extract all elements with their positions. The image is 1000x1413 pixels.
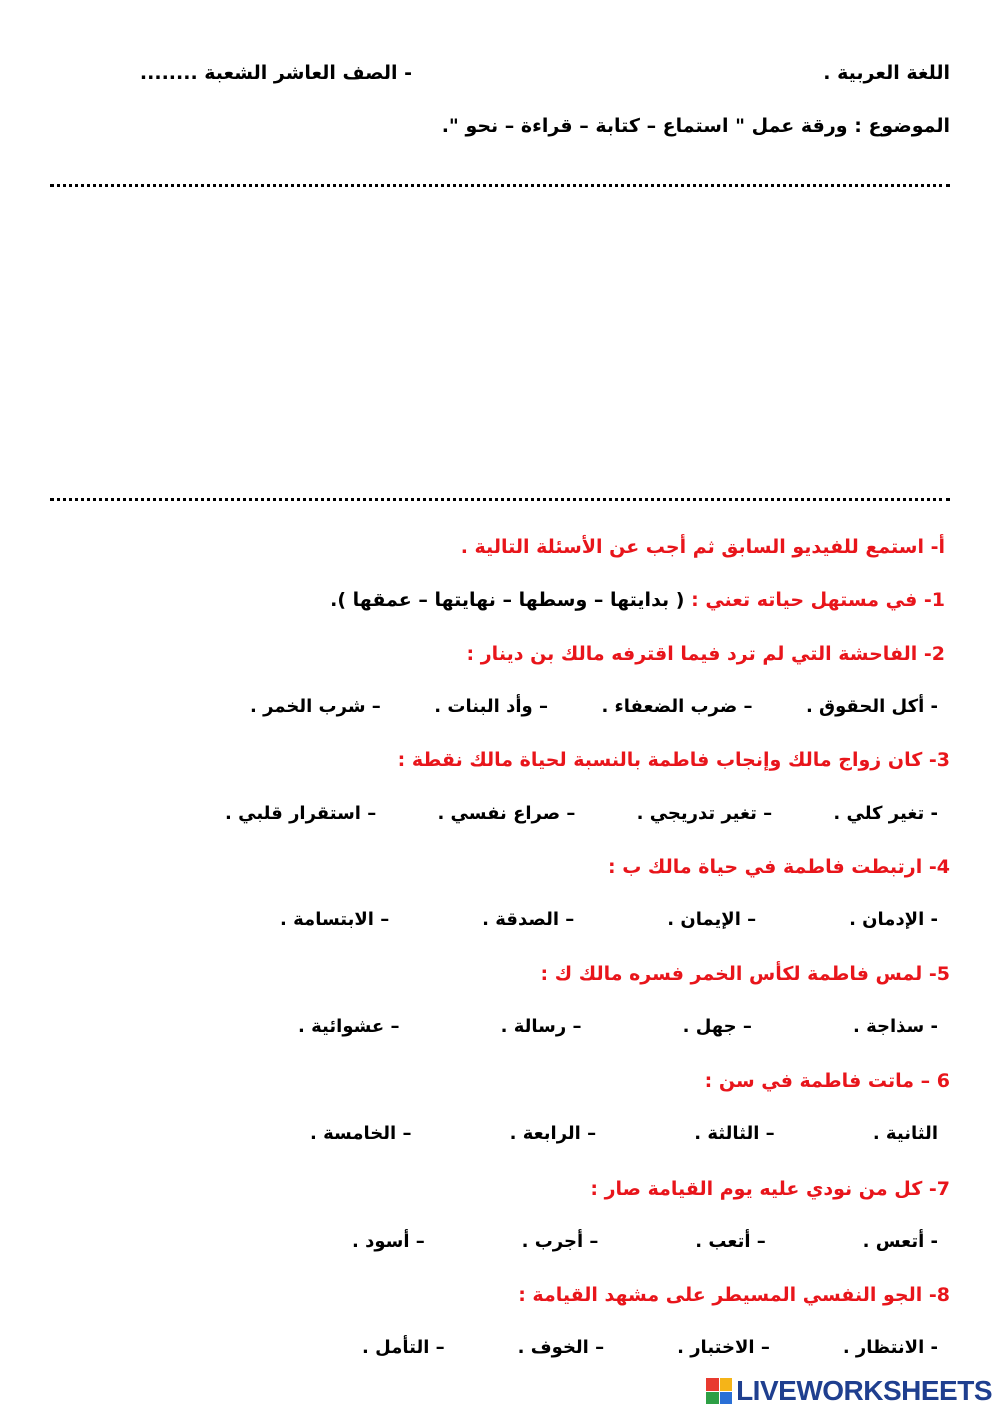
option[interactable]: - الانتظار . <box>842 1337 938 1358</box>
option[interactable]: – استقرار قلبي . <box>225 803 377 824</box>
option[interactable]: – أجرب . <box>521 1231 599 1252</box>
question-5-options <box>298 1018 938 1036</box>
brand-text: LIVEWORKSHEETS <box>736 1375 992 1406</box>
option[interactable]: - أتعس . <box>862 1231 938 1252</box>
option[interactable]: - سذاجة . <box>853 1016 938 1037</box>
option[interactable]: – الثالثة . <box>694 1123 775 1144</box>
option[interactable]: – أتعب . <box>695 1231 766 1252</box>
question-5: 5- لمس فاطمة لكأس الخمر فسره مالك ك : <box>540 963 950 985</box>
option[interactable]: – صراع نفسي . <box>437 803 576 824</box>
option[interactable]: – الابتسامة . <box>280 909 390 930</box>
question-1-answer: ( بدايتها – وسطها – نهايتها – عمقها ). <box>330 589 685 611</box>
option[interactable]: – شرب الخمر . <box>250 696 381 717</box>
option[interactable]: – جهل . <box>682 1016 752 1037</box>
top-divider <box>50 184 950 187</box>
option[interactable]: – الخوف . <box>517 1337 605 1358</box>
option[interactable]: الثانية . <box>872 1123 938 1144</box>
question-4: 4- ارتبطت فاطمة في حياة مالك ب : <box>608 856 950 878</box>
question-4-options <box>280 911 938 929</box>
question-7: 7- كل من نودي عليه يوم القيامة صار : <box>590 1178 950 1200</box>
section-title: أ- استمع للفيديو السابق ثم أجب عن الأسئلة التالية . <box>460 536 945 558</box>
question-6-options <box>310 1125 938 1143</box>
option[interactable]: - تغير كلي . <box>833 803 938 824</box>
question-3-options <box>225 805 938 823</box>
option[interactable]: – عشوائية . <box>298 1016 400 1037</box>
option[interactable]: – الاختبار . <box>677 1337 770 1358</box>
option[interactable]: - الإدمان . <box>849 909 938 930</box>
question-1 <box>330 591 945 610</box>
option[interactable]: – تغير تدريجي . <box>636 803 773 824</box>
question-2: 2- الفاحشة التي لم ترد فيما اقترفه مالك بن دينار : <box>466 643 945 665</box>
subject-label: اللغة العربية . <box>823 62 950 84</box>
question-8: 8- الجو النفسي المسيطر على مشهد القيامة : <box>518 1284 950 1306</box>
option[interactable]: – الإيمان . <box>667 909 757 930</box>
topic-label: الموضوع : ورقة عمل " استماع – كتابة – قراءة – نحو ". <box>441 115 950 137</box>
option[interactable]: - أكل الحقوق . <box>805 696 938 717</box>
question-2-options <box>250 698 938 716</box>
option[interactable]: – ضرب الضعفاء . <box>601 696 753 717</box>
question-6: 6 – ماتت فاطمة في سن : <box>704 1070 950 1092</box>
option[interactable]: – الخامسة . <box>310 1123 412 1144</box>
question-7-options <box>352 1233 938 1251</box>
liveworksheets-brand[interactable] <box>706 1375 992 1407</box>
option[interactable]: – رسالة . <box>500 1016 582 1037</box>
question-1-text: 1- في مستهل حياته تعني : <box>691 589 945 611</box>
liveworksheets-logo-icon <box>706 1378 732 1404</box>
option[interactable]: – الصدقة . <box>482 909 575 930</box>
question-3: 3- كان زواج مالك وإنجاب فاطمة بالنسبة لحياة مالك نقطة : <box>397 749 950 771</box>
option[interactable]: – الرابعة . <box>509 1123 597 1144</box>
option[interactable]: – التأمل . <box>362 1337 445 1358</box>
grade-label: - الصف العاشر الشعبة ........ <box>139 62 412 84</box>
question-8-options <box>362 1339 938 1357</box>
bottom-divider <box>50 498 950 501</box>
option[interactable]: – أسود . <box>352 1231 425 1252</box>
option[interactable]: – وأد البنات . <box>434 696 548 717</box>
